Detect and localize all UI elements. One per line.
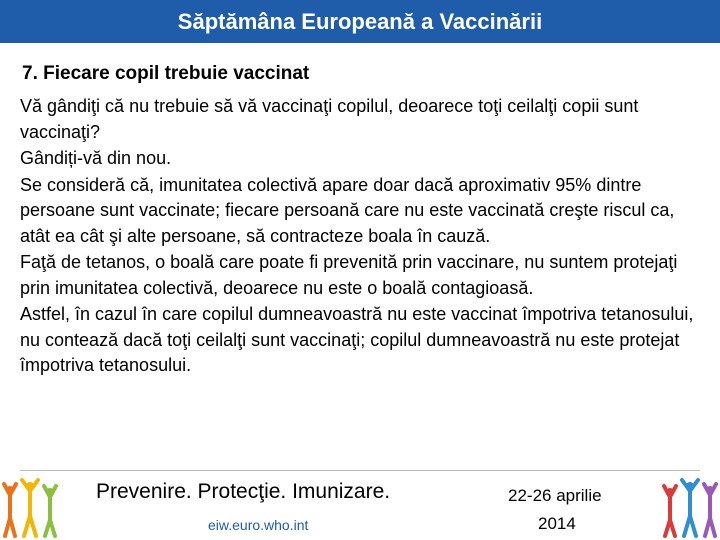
event-year: 2014 [538, 514, 576, 533]
campaign-url[interactable]: eiw.euro.who.int [208, 517, 309, 533]
section-heading: 7. Fiecare copil trebuie vaccinat [22, 63, 310, 84]
campaign-slogan: Prevenire. Protecţie. Imunizare. [96, 480, 391, 503]
title-bar [0, 0, 720, 43]
page-title: Săptămâna Europeană a Vaccinării [177, 8, 543, 34]
paragraph-tetanus: Faţă de tetanos, o boală care poate fi prevenită prin vaccinare, nu suntem protejaţi prin imunitatea colectivă, deoarece nu este o boală contagioasă. [20, 252, 678, 298]
people-figures-icon [0, 470, 60, 540]
paragraph-think-again: Gândiți-vă din nou. [20, 148, 172, 168]
event-dates: 22-26 aprilie [508, 486, 602, 505]
people-figures-icon [660, 470, 720, 540]
paragraph-herd-immunity: Se consideră că, imunitatea colectivă apare doar dacă aproximativ 95% dintre persoane sunt vaccinate; fiecare persoană care nu este vaccinată creşte riscul ca, atât ea cât şi alte persoane, să contracteze boala în cauză. [20, 174, 675, 246]
footer-divider [20, 470, 700, 471]
paragraph-conclusion: Astfel, în cazul în care copilul dumneavoastră nu este vaccinat împotriva tetanosului, nu contează dacă toţi ceilalţi sunt vaccinaţi; copilul dumneavoastră nu este protejat împotriva tetanosului. [20, 304, 694, 375]
paragraph-question: Vă gândiţi că nu trebuie să vă vaccinaţi copilul, deoarece toţi ceilalţi copii sunt vaccinaţi? [20, 96, 639, 142]
slide-content [20, 56, 700, 380]
